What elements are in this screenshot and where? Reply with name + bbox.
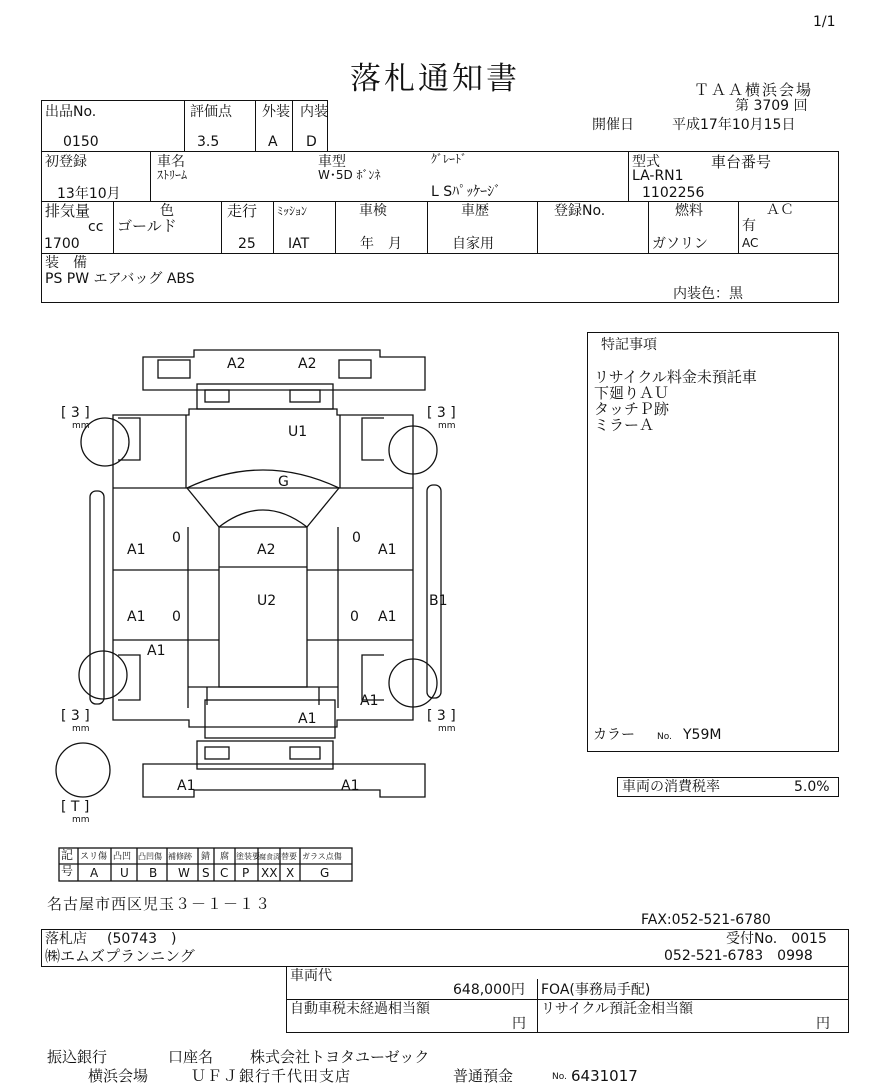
mark-left-front-fender: A1: [147, 643, 166, 659]
mark-left-rear-zero: 0: [172, 530, 181, 546]
int-label: 内装: [300, 104, 328, 120]
history: 自家用: [452, 236, 494, 252]
legend-code: XX: [261, 866, 278, 880]
notes-title: 特記事項: [601, 337, 657, 353]
mark-rear-glass: G: [278, 474, 289, 490]
page-title: 落札通知書: [350, 61, 520, 97]
score-label: 評価点: [190, 104, 232, 120]
tread-unit: mm: [72, 421, 90, 431]
ext-label: 外装: [262, 104, 290, 120]
venue: ＴＡＡ横浜会場: [694, 81, 814, 99]
color-code-label: カラー: [593, 727, 635, 743]
legend-code: A: [90, 866, 99, 880]
model-label: 型式: [632, 154, 660, 170]
note-line: ミラーＡ: [594, 416, 655, 434]
mark-roof-rear: U1: [288, 424, 308, 440]
legend-code: B: [149, 866, 158, 880]
bank-venue: 横浜会場: [88, 1067, 149, 1085]
color-no-label: No.: [657, 732, 672, 742]
mark-right-front-fender: A1: [360, 693, 379, 709]
color-code: Y59M: [683, 727, 722, 743]
legend-code: C: [220, 866, 229, 880]
legend-code: W: [178, 866, 190, 880]
legend-label: 塗装要: [236, 852, 260, 861]
legend-label: 凸凹傷: [138, 852, 162, 861]
ac: AC: [742, 236, 759, 250]
disp-unit: cc: [88, 219, 104, 235]
recycle-value: 円: [816, 1016, 830, 1032]
chassis-number: 1102256: [642, 185, 705, 201]
mark-front-bumper-right: A1: [341, 778, 360, 794]
legend-label: ガラス点傷: [302, 852, 342, 861]
vehicle-price: 648,000円: [453, 982, 525, 998]
store-code: (50743 ): [107, 931, 177, 947]
ext-grade: A: [268, 134, 278, 150]
fee-label: FOA(事務局手配): [541, 982, 651, 998]
mark-roof: A2: [257, 542, 276, 558]
note-line: リサイクル料金未預託車: [594, 368, 757, 386]
mark-rear-bumper-right: A2: [298, 356, 317, 372]
page-number: 1/1: [813, 14, 836, 30]
mark-rear-bumper-left: A2: [227, 356, 246, 372]
regno-label: 登録No.: [554, 203, 606, 219]
note-line: 下廻りＡＵ: [594, 384, 670, 402]
lot-number: 0150: [63, 134, 99, 150]
legend-label: 錆: [201, 852, 211, 862]
mileage-label: 走行: [227, 202, 258, 220]
tax-label: 車両の消費税率: [622, 779, 720, 795]
ac-have: 有: [742, 218, 756, 234]
name-label: 車名: [157, 154, 185, 170]
equipment-label: 装 備: [45, 255, 87, 271]
tread-unit: mm: [72, 815, 90, 825]
legend-code: G: [320, 866, 330, 880]
buyer-company: ㈱エムズプランニング: [45, 947, 195, 965]
date-label: 開催日: [592, 117, 634, 133]
mark-right-front-door: A1: [378, 609, 397, 625]
store-label: 落札店: [45, 931, 87, 947]
vehicle-price-label: 車両代: [290, 968, 332, 984]
tread-spare: [ T ]: [61, 799, 90, 815]
mark-left-front-zero: 0: [172, 609, 181, 625]
int-grade: D: [306, 134, 317, 150]
mark-hood: U2: [257, 593, 277, 609]
inspection-label: 車検: [359, 203, 387, 219]
history-label: 車歴: [461, 203, 489, 219]
mileage: 25: [238, 236, 256, 252]
inspection: 年 月: [360, 236, 402, 252]
chassis-label: 車台番号: [711, 153, 772, 171]
first-registration: 13年10月: [57, 186, 121, 202]
note-line: タッチＰ跡: [594, 400, 670, 418]
mark-front-bumper-left: A1: [177, 778, 196, 794]
car-name: ｽﾄﾘｰﾑ: [157, 168, 188, 182]
displacement: 1700: [44, 236, 80, 252]
interior-color: 内装色：黒: [673, 286, 743, 302]
legend-label: 腐: [220, 852, 230, 862]
tread-rear-right: [ 3 ]: [427, 405, 456, 421]
receipt-number: 受付No. 0015: [726, 931, 827, 947]
address: 名古屋市西区児玉３－１－１３: [47, 895, 272, 913]
bank-label: 振込銀行: [47, 1048, 108, 1066]
score: 3.5: [197, 134, 220, 150]
disp-label: 排気量: [45, 202, 91, 220]
mark-left-rear-door: A1: [127, 542, 146, 558]
ac-label: ＡＣ: [766, 202, 794, 218]
tread-unit: mm: [438, 421, 456, 431]
color-label: 色: [160, 203, 174, 219]
mission-label: ﾐｯｼｮﾝ: [277, 204, 308, 218]
lot-label: 出品No.: [45, 104, 97, 120]
account-type: 普通預金: [453, 1067, 514, 1085]
mark-front-panel: A1: [298, 711, 317, 727]
auction-date: 平成17年10月15日: [672, 117, 796, 133]
body-color: ゴールド: [117, 217, 177, 235]
car-type: W･5D ﾎﾞﾝﾈ: [318, 168, 381, 182]
legend-code: P: [242, 866, 250, 880]
mark-right-front-zero: 0: [350, 609, 359, 625]
mark-right-rear-zero: 0: [352, 530, 361, 546]
mark-left-front-door: A1: [127, 609, 146, 625]
grade: L Sﾊﾟｯｹｰｼﾞ: [431, 184, 502, 200]
legend-header-bottom: 号: [61, 864, 74, 878]
tax-rate: 5.0%: [794, 779, 830, 795]
legend-label: スリ傷: [80, 852, 108, 862]
legend-label: 凸凹: [113, 852, 132, 862]
tread-front-left: [ 3 ]: [61, 708, 90, 724]
grade-label: ｸﾞﾚｰﾄﾞ: [431, 152, 468, 166]
account-number: 6431017: [571, 1067, 638, 1085]
tread-unit: mm: [438, 724, 456, 734]
auto-tax-label: 自動車税未経過相当額: [290, 1001, 430, 1017]
equipment: PS PW エアバッグ ABS: [45, 271, 195, 287]
session: 第 3709 回: [735, 98, 808, 114]
auto-tax-value: 円: [512, 1016, 526, 1032]
recycle-label: リサイクル預託金相当額: [541, 1001, 694, 1017]
legend-code: X: [286, 866, 295, 880]
type-label: 車型: [318, 154, 346, 170]
fax: FAX:052-521-6780: [641, 912, 771, 928]
legend-label: 腐食済: [259, 853, 280, 861]
legend-code: S: [202, 866, 210, 880]
legend-header-top: 記: [61, 848, 74, 862]
tread-unit: mm: [72, 724, 90, 734]
legend-label: 補修跡: [168, 852, 192, 861]
mark-right-pillar: B1: [429, 593, 448, 609]
model-code: LA-RN1: [632, 168, 684, 184]
account-label: 口座名: [168, 1048, 214, 1066]
account-no-label: No.: [552, 1072, 567, 1082]
tread-front-right: [ 3 ]: [427, 708, 456, 724]
bank-branch: ＵＦＪ銀行千代田支店: [191, 1067, 352, 1085]
fuel: ガソリン: [652, 236, 708, 252]
phone: 052-521-6783 0998: [664, 948, 813, 964]
tread-rear-left: [ 3 ]: [61, 405, 90, 421]
fuel-label: 燃料: [675, 203, 703, 219]
mark-right-rear-door: A1: [378, 542, 397, 558]
mission: IAT: [288, 236, 310, 252]
reg-label: 初登録: [45, 154, 87, 170]
legend-label: 替要: [281, 852, 297, 861]
account-name: 株式会社トヨタユーゼック: [250, 1048, 430, 1066]
legend-code: U: [120, 866, 129, 880]
